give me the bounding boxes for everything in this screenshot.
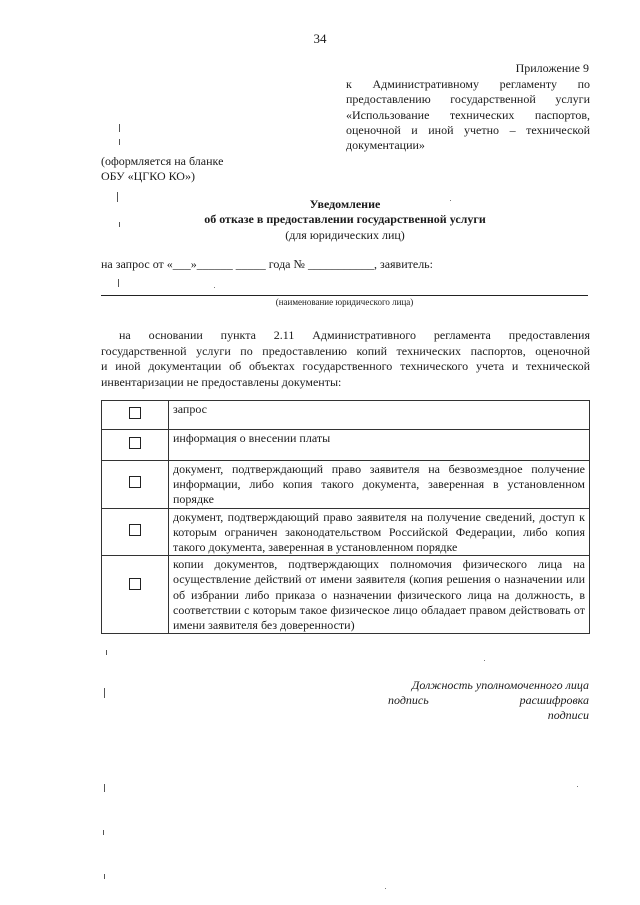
scan-artifact bbox=[117, 192, 118, 202]
scan-artifact bbox=[577, 786, 578, 787]
checkbox-free-info-right[interactable] bbox=[129, 476, 141, 488]
notice-title: Уведомление bbox=[309, 197, 381, 211]
scan-artifact bbox=[119, 139, 120, 145]
table-row bbox=[102, 556, 590, 634]
annex-line: оценочной и иной учетно – технической bbox=[346, 122, 590, 137]
checkbox-restricted-access-right[interactable] bbox=[129, 524, 141, 536]
annex-line: предоставлению государственной услуги bbox=[346, 92, 590, 107]
checkbox-request[interactable] bbox=[129, 407, 141, 419]
scan-artifact bbox=[119, 124, 120, 132]
annex-line: к Административному регламенту по bbox=[346, 77, 590, 91]
checkbox-cell bbox=[102, 556, 169, 634]
basis-paragraph bbox=[101, 328, 590, 390]
checkbox-cell bbox=[102, 461, 169, 509]
document-label: копии документов, подтверждающих полномочия физического лица на осуществление действий от имени заявителя (копия решения о назначении или об избрании либо приказа о назначении физического лица на должность, в соответствии с которым такое физическое лицо обладает правом действовать от имени заявителя без доверенности) bbox=[169, 556, 590, 634]
document-label: документ, подтверждающий право заявителя на получение сведений, доступ к которым ограничен законодательством Российской Федерации, либо копия такого документа, заверенная в установленном порядке bbox=[169, 508, 590, 556]
scan-artifact bbox=[484, 660, 485, 661]
blank-note bbox=[101, 154, 223, 184]
document-label: запрос bbox=[169, 401, 590, 430]
annex-line: документации» bbox=[346, 138, 425, 153]
scan-artifact bbox=[385, 888, 386, 889]
scan-artifact bbox=[104, 688, 105, 698]
blank-note-line: (оформляется на бланке bbox=[101, 154, 224, 168]
scan-artifact bbox=[450, 200, 451, 201]
basis-line: на основании пункта 2.11 Административного регламента предоставления bbox=[119, 328, 590, 342]
basis-line: государственной услуги по предоставлению копий технических паспортов, оценочной bbox=[101, 343, 590, 358]
scan-artifact bbox=[104, 874, 105, 879]
signatory-position: Должность уполномоченного лица bbox=[411, 678, 589, 692]
scan-artifact bbox=[106, 650, 107, 655]
scan-artifact bbox=[119, 222, 120, 227]
annex-title: Приложение 9 bbox=[515, 61, 589, 75]
table-row bbox=[102, 401, 590, 430]
scan-artifact bbox=[118, 279, 119, 287]
decoding-label: расшифровка подписи bbox=[519, 693, 589, 722]
documents-table bbox=[101, 400, 590, 634]
basis-line: инвентаризации не предоставлены документы: bbox=[101, 374, 342, 389]
checkbox-payment-info[interactable] bbox=[129, 437, 141, 449]
document-label: информация о внесении платы bbox=[169, 430, 590, 461]
applicant-caption: (наименование юридического лица) bbox=[275, 297, 414, 307]
checkbox-cell bbox=[102, 430, 169, 461]
annex-reference bbox=[346, 77, 590, 153]
basis-line: и иной документации об объектах государственного технического учета и технической bbox=[101, 359, 590, 373]
document-label: документ, подтверждающий право заявителя на безвозмездное получение информации, либо копия такого документа, заверенная в установленном порядке bbox=[169, 461, 590, 509]
checkbox-cell bbox=[102, 401, 169, 430]
table-row bbox=[102, 461, 590, 509]
table-row bbox=[102, 508, 590, 556]
request-line: на запрос от «___»______ _____ года № ___________, заявитель: bbox=[101, 257, 433, 271]
table-row bbox=[102, 430, 590, 461]
checkbox-authority-documents[interactable] bbox=[129, 578, 141, 590]
checkbox-cell bbox=[102, 508, 169, 556]
signature-label: подпись bbox=[388, 693, 429, 707]
scan-artifact bbox=[214, 287, 215, 288]
scan-artifact bbox=[104, 784, 105, 792]
page-number: 34 bbox=[313, 31, 327, 46]
notice-note: (для юридических лиц) bbox=[285, 228, 405, 242]
blank-note-line: ОБУ «ЦГКО КО») bbox=[101, 169, 195, 183]
applicant-underline bbox=[101, 295, 588, 296]
scan-artifact bbox=[103, 830, 104, 835]
annex-line: «Использование технических паспортов, bbox=[346, 107, 590, 122]
notice-subtitle: об отказе в предоставлении государственной услуги bbox=[204, 212, 486, 226]
